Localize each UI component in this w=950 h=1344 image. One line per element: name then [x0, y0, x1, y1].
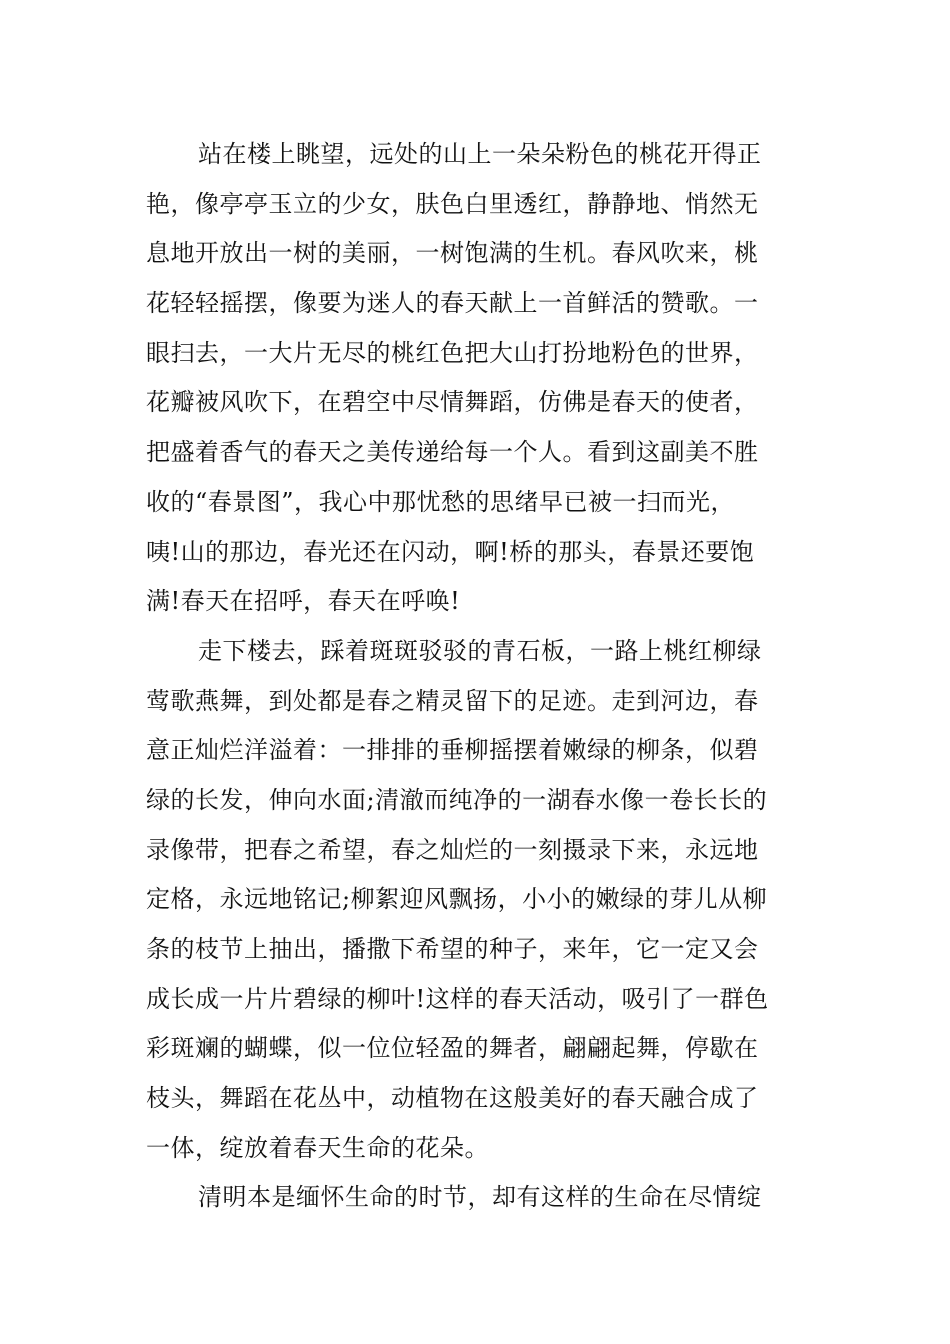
paragraph-3-line-1: 清明本是缅怀生命的时节，却有这样的生命在尽情绽	[198, 1183, 762, 1212]
paragraph-2-line-10: 枝头，舞蹈在花丛中，动植物在这般美好的春天融合成了	[146, 1084, 759, 1113]
paragraph-1-line-2: 艳，像亭亭玉立的少女，肤色白里透红，静静地、悄然无	[146, 189, 759, 218]
paragraph-2-line-6: 定格，永远地铭记;柳絮迎风飘扬，小小的嫩绿的芽儿从柳	[146, 885, 768, 914]
paragraph-2-line-2: 莺歌燕舞，到处都是春之精灵留下的足迹。走到河边，春	[146, 686, 759, 715]
paragraph-1-line-6: 花瓣被风吹下，在碧空中尽情舞蹈，仿佛是春天的使者，	[146, 388, 759, 417]
paragraph-2-line-3: 意正灿烂洋溢着：一排排的垂柳摇摆着嫩绿的柳条，似碧	[146, 736, 759, 765]
paragraph-1-line-5: 眼扫去，一大片无尽的桃红色把大山打扮地粉色的世界，	[146, 338, 759, 367]
paragraph-1-line-9: 咦!山的那边，春光还在闪动，啊!桥的那头，春景还要饱	[146, 537, 755, 566]
paragraph-1-line-7: 把盛着香气的春天之美传递给每一个人。看到这副美不胜	[146, 438, 759, 467]
paragraph-1-line-8: 收的“春景图”，我心中那忧愁的思绪早已被一扫而光，	[146, 487, 736, 516]
paragraph-2-line-5: 录像带，把春之希望，春之灿烂的一刻摄录下来，永远地	[146, 835, 759, 864]
paragraph-2-line-11: 一体，绽放着春天生命的花朵。	[146, 1133, 489, 1162]
essay-body	[146, 130, 811, 1223]
paragraph-1-line-10: 满!春天在招呼，春天在呼唤!	[146, 587, 461, 616]
paragraph-1-line-4: 花轻轻摇摆，像要为迷人的春天献上一首鲜活的赞歌。一	[146, 289, 759, 318]
paragraph-2-line-8: 成长成一片片碧绿的柳叶!这样的春天活动，吸引了一群色	[146, 984, 769, 1013]
paragraph-2-line-1: 走下楼去，踩着斑斑驳驳的青石板，一路上桃红柳绿	[198, 636, 762, 665]
paragraph-1-line-1: 站在楼上眺望，远处的山上一朵朵粉色的桃花开得正	[198, 140, 762, 168]
paragraph-1-line-3: 息地开放出一树的美丽，一树饱满的生机。春风吹来，桃	[146, 239, 759, 268]
paragraph-2-line-4: 绿的长发，伸向水面;清澈而纯净的一湖春水像一卷长长的	[146, 785, 768, 814]
paragraph-2-line-7: 条的枝节上抽出，播撒下希望的种子，来年，它一定又会	[146, 935, 759, 963]
paragraph-2-line-9: 彩斑斓的蝴蝶，似一位位轻盈的舞者，翩翩起舞，停歇在	[146, 1034, 759, 1063]
